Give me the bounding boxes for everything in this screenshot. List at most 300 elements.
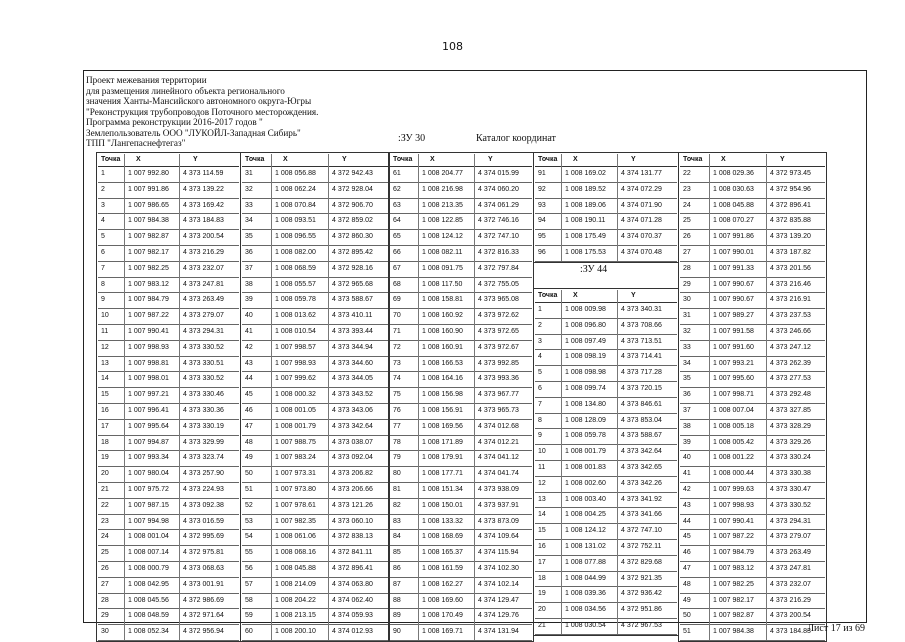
y-coordinate: 4 373 720.15 xyxy=(621,384,662,392)
y-coordinate: 4 373 200.54 xyxy=(770,612,811,620)
point-number: 28 xyxy=(101,596,109,604)
y-coordinate: 4 373 184.83 xyxy=(770,628,811,636)
point-number: 88 xyxy=(393,596,401,604)
point-number: 22 xyxy=(101,501,109,509)
point-number: 50 xyxy=(683,612,691,620)
point-number: 7 xyxy=(101,264,105,272)
y-coordinate: 4 374 129.76 xyxy=(478,612,519,620)
y-coordinate: 4 372 896.41 xyxy=(770,201,811,209)
zu-30-label: :ЗУ 30 xyxy=(398,133,426,144)
point-number: 79 xyxy=(393,454,401,462)
x-coordinate: 1 007 982.17 xyxy=(713,596,754,604)
y-coordinate: 4 373 200.54 xyxy=(183,233,224,241)
x-coordinate: 1 007 995.64 xyxy=(128,422,169,430)
point-number: 38 xyxy=(683,422,691,430)
y-coordinate: 4 373 328.29 xyxy=(770,422,811,430)
point-number: 51 xyxy=(245,485,253,493)
y-coordinate: 4 372 975.81 xyxy=(183,549,224,557)
point-number: 40 xyxy=(683,454,691,462)
x-coordinate: 1 008 151.34 xyxy=(422,485,463,493)
point-number: 15 xyxy=(101,391,109,399)
x-coordinate: 1 008 158.81 xyxy=(422,296,463,304)
y-coordinate: 4 372 859.02 xyxy=(332,217,373,225)
point-number: 9 xyxy=(538,432,542,440)
column-header-x: X xyxy=(283,156,288,163)
y-coordinate: 4 373 246.66 xyxy=(770,327,811,335)
x-coordinate: 1 008 007.04 xyxy=(713,406,754,414)
x-coordinate: 1 007 999.62 xyxy=(275,375,316,383)
x-coordinate: 1 008 004.25 xyxy=(565,511,606,519)
point-number: 12 xyxy=(538,479,546,487)
document-header xyxy=(86,75,318,149)
point-number: 73 xyxy=(393,359,401,367)
point-number: 3 xyxy=(101,201,105,209)
y-coordinate: 4 373 708.66 xyxy=(621,321,662,329)
x-coordinate: 1 008 001.79 xyxy=(275,422,316,430)
y-coordinate: 4 374 061.29 xyxy=(478,201,519,209)
column-header-x: X xyxy=(136,156,141,163)
point-number: 65 xyxy=(393,233,401,241)
x-coordinate: 1 007 982.17 xyxy=(128,248,169,256)
block-border xyxy=(533,152,679,263)
y-coordinate: 4 373 257.90 xyxy=(183,470,224,478)
x-coordinate: 1 008 213.15 xyxy=(275,612,316,620)
y-coordinate: 4 373 279.07 xyxy=(770,533,811,541)
point-number: 91 xyxy=(538,170,546,177)
point-number: 64 xyxy=(393,217,401,225)
point-number: 48 xyxy=(245,438,253,446)
y-coordinate: 4 373 330.47 xyxy=(770,485,811,493)
y-coordinate: 4 374 012.21 xyxy=(478,438,519,446)
x-coordinate: 1 008 001.05 xyxy=(275,406,316,414)
x-coordinate: 1 008 160.92 xyxy=(422,312,463,320)
x-coordinate: 1 008 003.40 xyxy=(565,495,606,503)
point-number: 85 xyxy=(393,549,401,557)
x-coordinate: 1 008 190.11 xyxy=(565,217,606,225)
point-number: 66 xyxy=(393,248,401,256)
y-coordinate: 4 372 860.30 xyxy=(332,233,373,241)
x-coordinate: 1 007 998.81 xyxy=(128,359,169,367)
y-coordinate: 4 373 342.26 xyxy=(621,479,662,487)
point-number: 4 xyxy=(101,217,105,225)
point-number: 92 xyxy=(538,185,546,193)
x-coordinate: 1 008 166.53 xyxy=(422,359,463,367)
point-number: 62 xyxy=(393,185,401,193)
y-coordinate: 4 374 015.99 xyxy=(478,170,519,177)
x-coordinate: 1 008 001.22 xyxy=(713,454,754,462)
x-coordinate: 1 008 171.89 xyxy=(422,438,463,446)
x-coordinate: 1 007 990.67 xyxy=(713,296,754,304)
x-coordinate: 1 007 998.71 xyxy=(713,391,754,399)
x-coordinate: 1 008 091.75 xyxy=(422,264,463,272)
point-number: 32 xyxy=(245,185,253,193)
point-number: 20 xyxy=(101,470,109,478)
x-coordinate: 1 008 204.22 xyxy=(275,596,316,604)
y-coordinate: 4 372 838.13 xyxy=(332,533,373,541)
column-divider xyxy=(179,154,180,640)
x-coordinate: 1 008 062.24 xyxy=(275,185,316,193)
x-coordinate: 1 007 984.38 xyxy=(128,217,169,225)
point-number: 78 xyxy=(393,438,401,446)
y-coordinate: 4 373 139.22 xyxy=(183,185,224,193)
point-number: 71 xyxy=(393,327,401,335)
point-number: 24 xyxy=(101,533,109,541)
x-coordinate: 1 007 978.61 xyxy=(275,501,316,509)
column-header-point: Точка xyxy=(683,156,703,163)
column-header-point: Точка xyxy=(393,156,413,163)
y-coordinate: 4 373 717.28 xyxy=(621,369,662,377)
x-coordinate: 1 007 982.87 xyxy=(128,233,169,241)
y-coordinate: 4 373 972.62 xyxy=(478,312,519,320)
x-coordinate: 1 008 164.16 xyxy=(422,375,463,383)
point-number: 59 xyxy=(245,612,253,620)
x-coordinate: 1 007 998.01 xyxy=(128,375,169,383)
x-coordinate: 1 008 002.60 xyxy=(565,479,606,487)
point-number: 26 xyxy=(101,564,109,572)
x-coordinate: 1 008 029.36 xyxy=(713,170,754,177)
point-number: 44 xyxy=(683,517,691,525)
y-coordinate: 4 374 060.20 xyxy=(478,185,519,193)
column-header-point: Точка xyxy=(245,156,265,163)
y-coordinate: 4 373 216.91 xyxy=(770,296,811,304)
y-coordinate: 4 373 993.36 xyxy=(478,375,519,383)
y-coordinate: 4 373 114.59 xyxy=(183,170,224,177)
x-coordinate: 1 007 983.24 xyxy=(275,454,316,462)
point-number: 14 xyxy=(538,511,546,519)
x-coordinate: 1 007 991.58 xyxy=(713,327,754,335)
x-coordinate: 1 008 068.59 xyxy=(275,264,316,272)
x-coordinate: 1 007 987.15 xyxy=(128,501,169,509)
point-number: 84 xyxy=(393,533,401,541)
x-coordinate: 1 008 175.49 xyxy=(565,233,606,241)
point-number: 67 xyxy=(393,264,401,272)
header-line: для размещения линейного объекта регионального xyxy=(86,85,285,96)
x-coordinate: 1 008 177.71 xyxy=(422,470,463,478)
x-coordinate: 1 008 045.56 xyxy=(128,596,169,604)
point-number: 45 xyxy=(683,533,691,541)
y-coordinate: 4 373 330.52 xyxy=(770,501,811,509)
x-coordinate: 1 008 117.50 xyxy=(422,280,463,288)
y-coordinate: 4 372 928.16 xyxy=(332,264,373,272)
point-number: 58 xyxy=(245,596,253,604)
header-line: Проект межевания территории xyxy=(86,75,207,85)
x-coordinate: 1 008 162.27 xyxy=(422,580,463,588)
y-coordinate: 4 373 247.12 xyxy=(770,343,811,351)
y-coordinate: 4 373 846.61 xyxy=(621,400,662,408)
point-number: 11 xyxy=(101,327,109,335)
header-line: "Реконструкция трубопроводов Поточного месторождения. xyxy=(86,106,319,117)
y-coordinate: 4 373 237.53 xyxy=(770,312,811,320)
point-number: 77 xyxy=(393,422,401,430)
y-coordinate: 4 372 755.05 xyxy=(478,280,519,288)
block-border xyxy=(388,152,534,642)
point-number: 29 xyxy=(101,612,109,620)
y-coordinate: 4 372 973.45 xyxy=(770,170,811,177)
x-coordinate: 1 007 991.86 xyxy=(128,185,169,193)
point-number: 36 xyxy=(683,391,691,399)
block-border xyxy=(240,152,390,642)
y-coordinate: 4 374 102.30 xyxy=(478,564,519,572)
x-coordinate: 1 008 179.91 xyxy=(422,454,463,462)
point-number: 63 xyxy=(393,201,401,209)
column-header-x: X xyxy=(573,292,578,299)
x-coordinate: 1 007 994.87 xyxy=(128,438,169,446)
y-coordinate: 4 372 956.94 xyxy=(183,628,224,636)
point-number: 83 xyxy=(393,517,401,525)
header-line: ТПП "Лангепаснефтегаз" xyxy=(86,138,186,148)
point-number: 31 xyxy=(245,170,253,177)
y-coordinate: 4 372 752.11 xyxy=(621,542,662,550)
point-number: 56 xyxy=(245,564,253,572)
point-number: 44 xyxy=(245,375,253,383)
y-coordinate: 4 373 343.06 xyxy=(332,406,373,414)
x-coordinate: 1 007 987.22 xyxy=(713,533,754,541)
x-coordinate: 1 008 068.16 xyxy=(275,549,316,557)
column-header-y: Y xyxy=(780,156,785,163)
point-number: 53 xyxy=(245,517,253,525)
point-number: 37 xyxy=(245,264,253,272)
x-coordinate: 1 008 030.54 xyxy=(565,621,606,629)
y-coordinate: 4 373 206.82 xyxy=(332,470,373,478)
x-coordinate: 1 008 131.02 xyxy=(565,542,606,550)
point-number: 42 xyxy=(683,485,691,493)
point-number: 41 xyxy=(683,470,691,478)
x-coordinate: 1 008 189.52 xyxy=(565,185,606,193)
y-coordinate: 4 374 012.68 xyxy=(478,422,519,430)
x-coordinate: 1 007 982.87 xyxy=(713,612,754,620)
point-number: 93 xyxy=(538,201,546,209)
block-border xyxy=(96,152,241,642)
column-divider xyxy=(124,154,125,640)
point-number: 48 xyxy=(683,580,691,588)
x-coordinate: 1 008 001.79 xyxy=(565,448,606,456)
point-number: 5 xyxy=(538,369,542,377)
y-coordinate: 4 372 936.42 xyxy=(621,590,662,598)
x-coordinate: 1 007 992.80 xyxy=(128,170,169,177)
x-coordinate: 1 008 122.85 xyxy=(422,217,463,225)
column-divider xyxy=(561,154,562,261)
y-coordinate: 4 374 062.40 xyxy=(332,596,373,604)
point-number: 51 xyxy=(683,628,691,636)
y-coordinate: 4 374 131.94 xyxy=(478,628,519,636)
x-coordinate: 1 008 044.99 xyxy=(565,574,606,582)
y-coordinate: 4 373 263.49 xyxy=(183,296,224,304)
column-header-x: X xyxy=(573,156,578,163)
y-coordinate: 4 373 294.31 xyxy=(770,517,811,525)
y-coordinate: 4 373 330.38 xyxy=(770,470,811,478)
point-number: 17 xyxy=(101,422,109,430)
x-coordinate: 1 008 160.91 xyxy=(422,343,463,351)
point-number: 43 xyxy=(683,501,691,509)
x-coordinate: 1 007 973.80 xyxy=(275,485,316,493)
y-coordinate: 4 373 323.74 xyxy=(183,454,224,462)
y-coordinate: 4 374 012.93 xyxy=(332,628,373,636)
x-coordinate: 1 008 077.88 xyxy=(565,558,606,566)
point-number: 34 xyxy=(245,217,253,225)
x-coordinate: 1 008 124.12 xyxy=(565,527,606,535)
x-coordinate: 1 007 984.79 xyxy=(128,296,169,304)
x-coordinate: 1 007 989.27 xyxy=(713,312,754,320)
y-coordinate: 4 373 184.83 xyxy=(183,217,224,225)
point-number: 22 xyxy=(683,170,691,177)
x-coordinate: 1 007 991.33 xyxy=(713,264,754,272)
point-number: 24 xyxy=(683,201,691,209)
x-coordinate: 1 008 160.90 xyxy=(422,327,463,335)
point-number: 57 xyxy=(245,580,253,588)
point-number: 60 xyxy=(245,628,253,636)
column-divider xyxy=(474,154,475,640)
x-coordinate: 1 008 000.44 xyxy=(713,470,754,478)
x-coordinate: 1 007 986.65 xyxy=(128,201,169,209)
point-number: 18 xyxy=(101,438,109,446)
x-coordinate: 1 008 001.04 xyxy=(128,533,169,541)
y-coordinate: 4 373 342.64 xyxy=(621,448,662,456)
y-coordinate: 4 373 713.51 xyxy=(621,337,662,345)
x-coordinate: 1 007 975.72 xyxy=(128,485,169,493)
point-number: 33 xyxy=(683,343,691,351)
y-coordinate: 4 373 263.49 xyxy=(770,549,811,557)
x-coordinate: 1 007 988.75 xyxy=(275,438,316,446)
x-coordinate: 1 007 990.41 xyxy=(128,327,169,335)
point-number: 33 xyxy=(245,201,253,209)
x-coordinate: 1 007 993.34 xyxy=(128,454,169,462)
column-divider xyxy=(271,154,272,640)
y-coordinate: 4 373 169.42 xyxy=(183,201,224,209)
y-coordinate: 4 373 121.26 xyxy=(332,501,373,509)
point-number: 45 xyxy=(245,391,253,399)
column-divider xyxy=(561,290,562,634)
x-coordinate: 1 008 156.98 xyxy=(422,391,463,399)
y-coordinate: 4 373 206.66 xyxy=(332,485,373,493)
x-coordinate: 1 008 055.57 xyxy=(275,280,316,288)
y-coordinate: 4 373 992.85 xyxy=(478,359,519,367)
x-coordinate: 1 007 980.04 xyxy=(128,470,169,478)
y-coordinate: 4 373 201.56 xyxy=(770,264,811,272)
point-number: 21 xyxy=(538,621,546,629)
point-number: 26 xyxy=(683,233,691,241)
y-coordinate: 4 374 071.90 xyxy=(621,201,662,209)
x-coordinate: 1 008 134.80 xyxy=(565,400,606,408)
point-number: 2 xyxy=(101,185,105,193)
point-number: 70 xyxy=(393,312,401,320)
point-number: 89 xyxy=(393,612,401,620)
point-number: 31 xyxy=(683,312,691,320)
x-coordinate: 1 008 168.69 xyxy=(422,533,463,541)
point-number: 19 xyxy=(101,454,109,462)
x-coordinate: 1 007 998.93 xyxy=(275,359,316,367)
x-coordinate: 1 008 056.88 xyxy=(275,170,316,177)
x-coordinate: 1 008 124.12 xyxy=(422,233,463,241)
point-number: 32 xyxy=(683,327,691,335)
x-coordinate: 1 007 993.21 xyxy=(713,359,754,367)
x-coordinate: 1 007 998.93 xyxy=(713,501,754,509)
x-coordinate: 1 008 013.62 xyxy=(275,312,316,320)
x-coordinate: 1 007 995.60 xyxy=(713,375,754,383)
x-coordinate: 1 007 998.57 xyxy=(275,343,316,351)
point-number: 30 xyxy=(683,296,691,304)
point-number: 90 xyxy=(393,628,401,636)
y-coordinate: 4 372 747.10 xyxy=(478,233,519,241)
x-coordinate: 1 008 048.59 xyxy=(128,612,169,620)
x-coordinate: 1 007 984.38 xyxy=(713,628,754,636)
x-coordinate: 1 008 150.01 xyxy=(422,501,463,509)
y-coordinate: 4 373 937.91 xyxy=(478,501,519,509)
point-number: 49 xyxy=(245,454,253,462)
x-coordinate: 1 007 991.60 xyxy=(713,343,754,351)
point-number: 1 xyxy=(538,306,542,313)
y-coordinate: 4 373 247.81 xyxy=(770,564,811,572)
y-coordinate: 4 372 986.69 xyxy=(183,596,224,604)
y-coordinate: 4 373 060.10 xyxy=(332,517,373,525)
y-coordinate: 4 373 277.53 xyxy=(770,375,811,383)
point-number: 35 xyxy=(245,233,253,241)
point-number: 27 xyxy=(101,580,109,588)
x-coordinate: 1 007 998.93 xyxy=(128,343,169,351)
y-coordinate: 4 373 247.81 xyxy=(183,280,224,288)
x-coordinate: 1 008 133.32 xyxy=(422,517,463,525)
y-coordinate: 4 372 835.88 xyxy=(770,217,811,225)
y-coordinate: 4 373 216.46 xyxy=(770,280,811,288)
x-coordinate: 1 007 990.67 xyxy=(713,280,754,288)
x-coordinate: 1 008 042.95 xyxy=(128,580,169,588)
x-coordinate: 1 008 045.88 xyxy=(713,201,754,209)
point-number: 10 xyxy=(538,448,546,456)
y-coordinate: 4 373 340.31 xyxy=(621,306,662,313)
sheet-footer: Лист 17 из 69 xyxy=(807,623,865,634)
y-coordinate: 4 372 954.96 xyxy=(770,185,811,193)
y-coordinate: 4 373 330.51 xyxy=(183,359,224,367)
point-number: 50 xyxy=(245,470,253,478)
y-coordinate: 4 373 410.11 xyxy=(332,312,373,320)
column-divider xyxy=(418,154,419,640)
point-number: 21 xyxy=(101,485,109,493)
point-number: 23 xyxy=(101,517,109,525)
x-coordinate: 1 008 009.98 xyxy=(565,306,606,313)
y-coordinate: 4 373 092.38 xyxy=(183,501,224,509)
x-coordinate: 1 007 994.98 xyxy=(128,517,169,525)
y-coordinate: 4 374 109.64 xyxy=(478,533,519,541)
y-coordinate: 4 372 896.41 xyxy=(332,564,373,572)
column-header-y: Y xyxy=(193,156,198,163)
point-number: 6 xyxy=(101,248,105,256)
x-coordinate: 1 008 097.49 xyxy=(565,337,606,345)
x-coordinate: 1 008 175.53 xyxy=(565,248,606,256)
x-coordinate: 1 008 096.55 xyxy=(275,233,316,241)
block-border xyxy=(533,288,679,636)
y-coordinate: 4 372 928.04 xyxy=(332,185,373,193)
x-coordinate: 1 008 169.71 xyxy=(422,628,463,636)
x-coordinate: 1 008 070.27 xyxy=(713,217,754,225)
x-coordinate: 1 007 990.01 xyxy=(713,248,754,256)
x-coordinate: 1 008 169.60 xyxy=(422,596,463,604)
column-header-y: Y xyxy=(488,156,493,163)
point-number: 14 xyxy=(101,375,109,383)
header-line: Программа реконструкции 2016-2017 годов " xyxy=(86,117,263,127)
y-coordinate: 4 373 342.65 xyxy=(621,463,662,471)
column-divider xyxy=(328,154,329,640)
x-coordinate: 1 008 098.98 xyxy=(565,369,606,377)
column-header-y: Y xyxy=(631,292,636,299)
y-coordinate: 4 374 063.80 xyxy=(332,580,373,588)
point-number: 9 xyxy=(101,296,105,304)
y-coordinate: 4 374 070.48 xyxy=(621,248,662,256)
y-coordinate: 4 373 187.82 xyxy=(770,248,811,256)
y-coordinate: 4 372 797.84 xyxy=(478,264,519,272)
point-number: 52 xyxy=(245,501,253,509)
column-divider xyxy=(617,154,618,261)
column-header-y: Y xyxy=(631,156,636,163)
y-coordinate: 4 373 330.46 xyxy=(183,391,224,399)
